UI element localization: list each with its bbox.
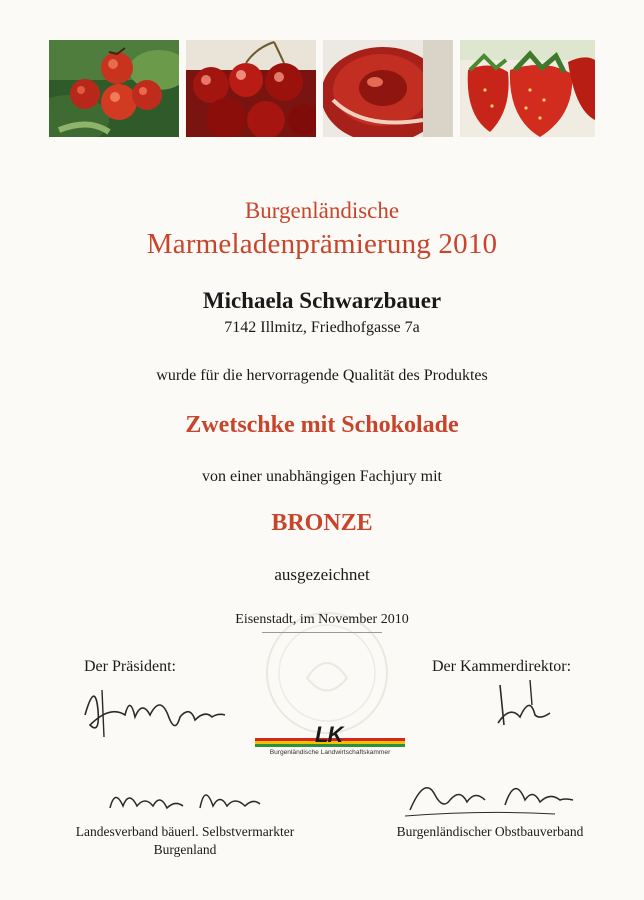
president-signature [80, 675, 230, 745]
obstbauverband-org: Burgenländischer Obstbauverband [396, 824, 584, 839]
product-name: Zwetschke mit Schokolade [185, 412, 459, 438]
lk-logo [255, 722, 405, 758]
award-level: BRONZE [271, 510, 373, 536]
lk-logo-mark: LK [315, 722, 343, 747]
recipient-address: 7142 Illmitz, Friedhofgasse 7a [224, 319, 420, 336]
title-line-1: Burgenländische [244, 198, 400, 223]
header-photo-strip [49, 40, 595, 137]
intro-text: wurde für die hervorragende Qualität des Produktes [156, 367, 488, 384]
obstbauverband-signature [405, 770, 575, 820]
selbstvermarkter-org [60, 823, 310, 859]
selbstvermarkter-org-line-1: Landesverband bäuerl. Selbstvermarkter [75, 824, 295, 839]
recipient-name: Michaela Schwarzbauer [202, 288, 442, 313]
director-signature [490, 675, 560, 735]
strawberries-photo [460, 40, 595, 137]
rosehip-photo [49, 40, 179, 137]
cherries-photo [186, 40, 316, 137]
selbstvermarkter-org-line-2: Burgenland [153, 842, 217, 857]
closing-text: ausgezeichnet [274, 565, 370, 584]
selbstvermarkter-signature [105, 778, 265, 818]
director-label: Der Kammerdirektor: [432, 658, 572, 675]
lk-logo-subtitle: Burgenländische Landwirtschaftskammer [269, 749, 391, 756]
place-date-rule [262, 632, 382, 633]
jury-text: von einer unabhängigen Fachjury mit [202, 468, 442, 485]
jam-photo [323, 40, 453, 137]
title-line-2: Marmeladenprämierung 2010 [146, 228, 498, 260]
president-label: Der Präsident: [84, 658, 176, 675]
place-date: Eisenstadt, im November 2010 [235, 612, 409, 627]
